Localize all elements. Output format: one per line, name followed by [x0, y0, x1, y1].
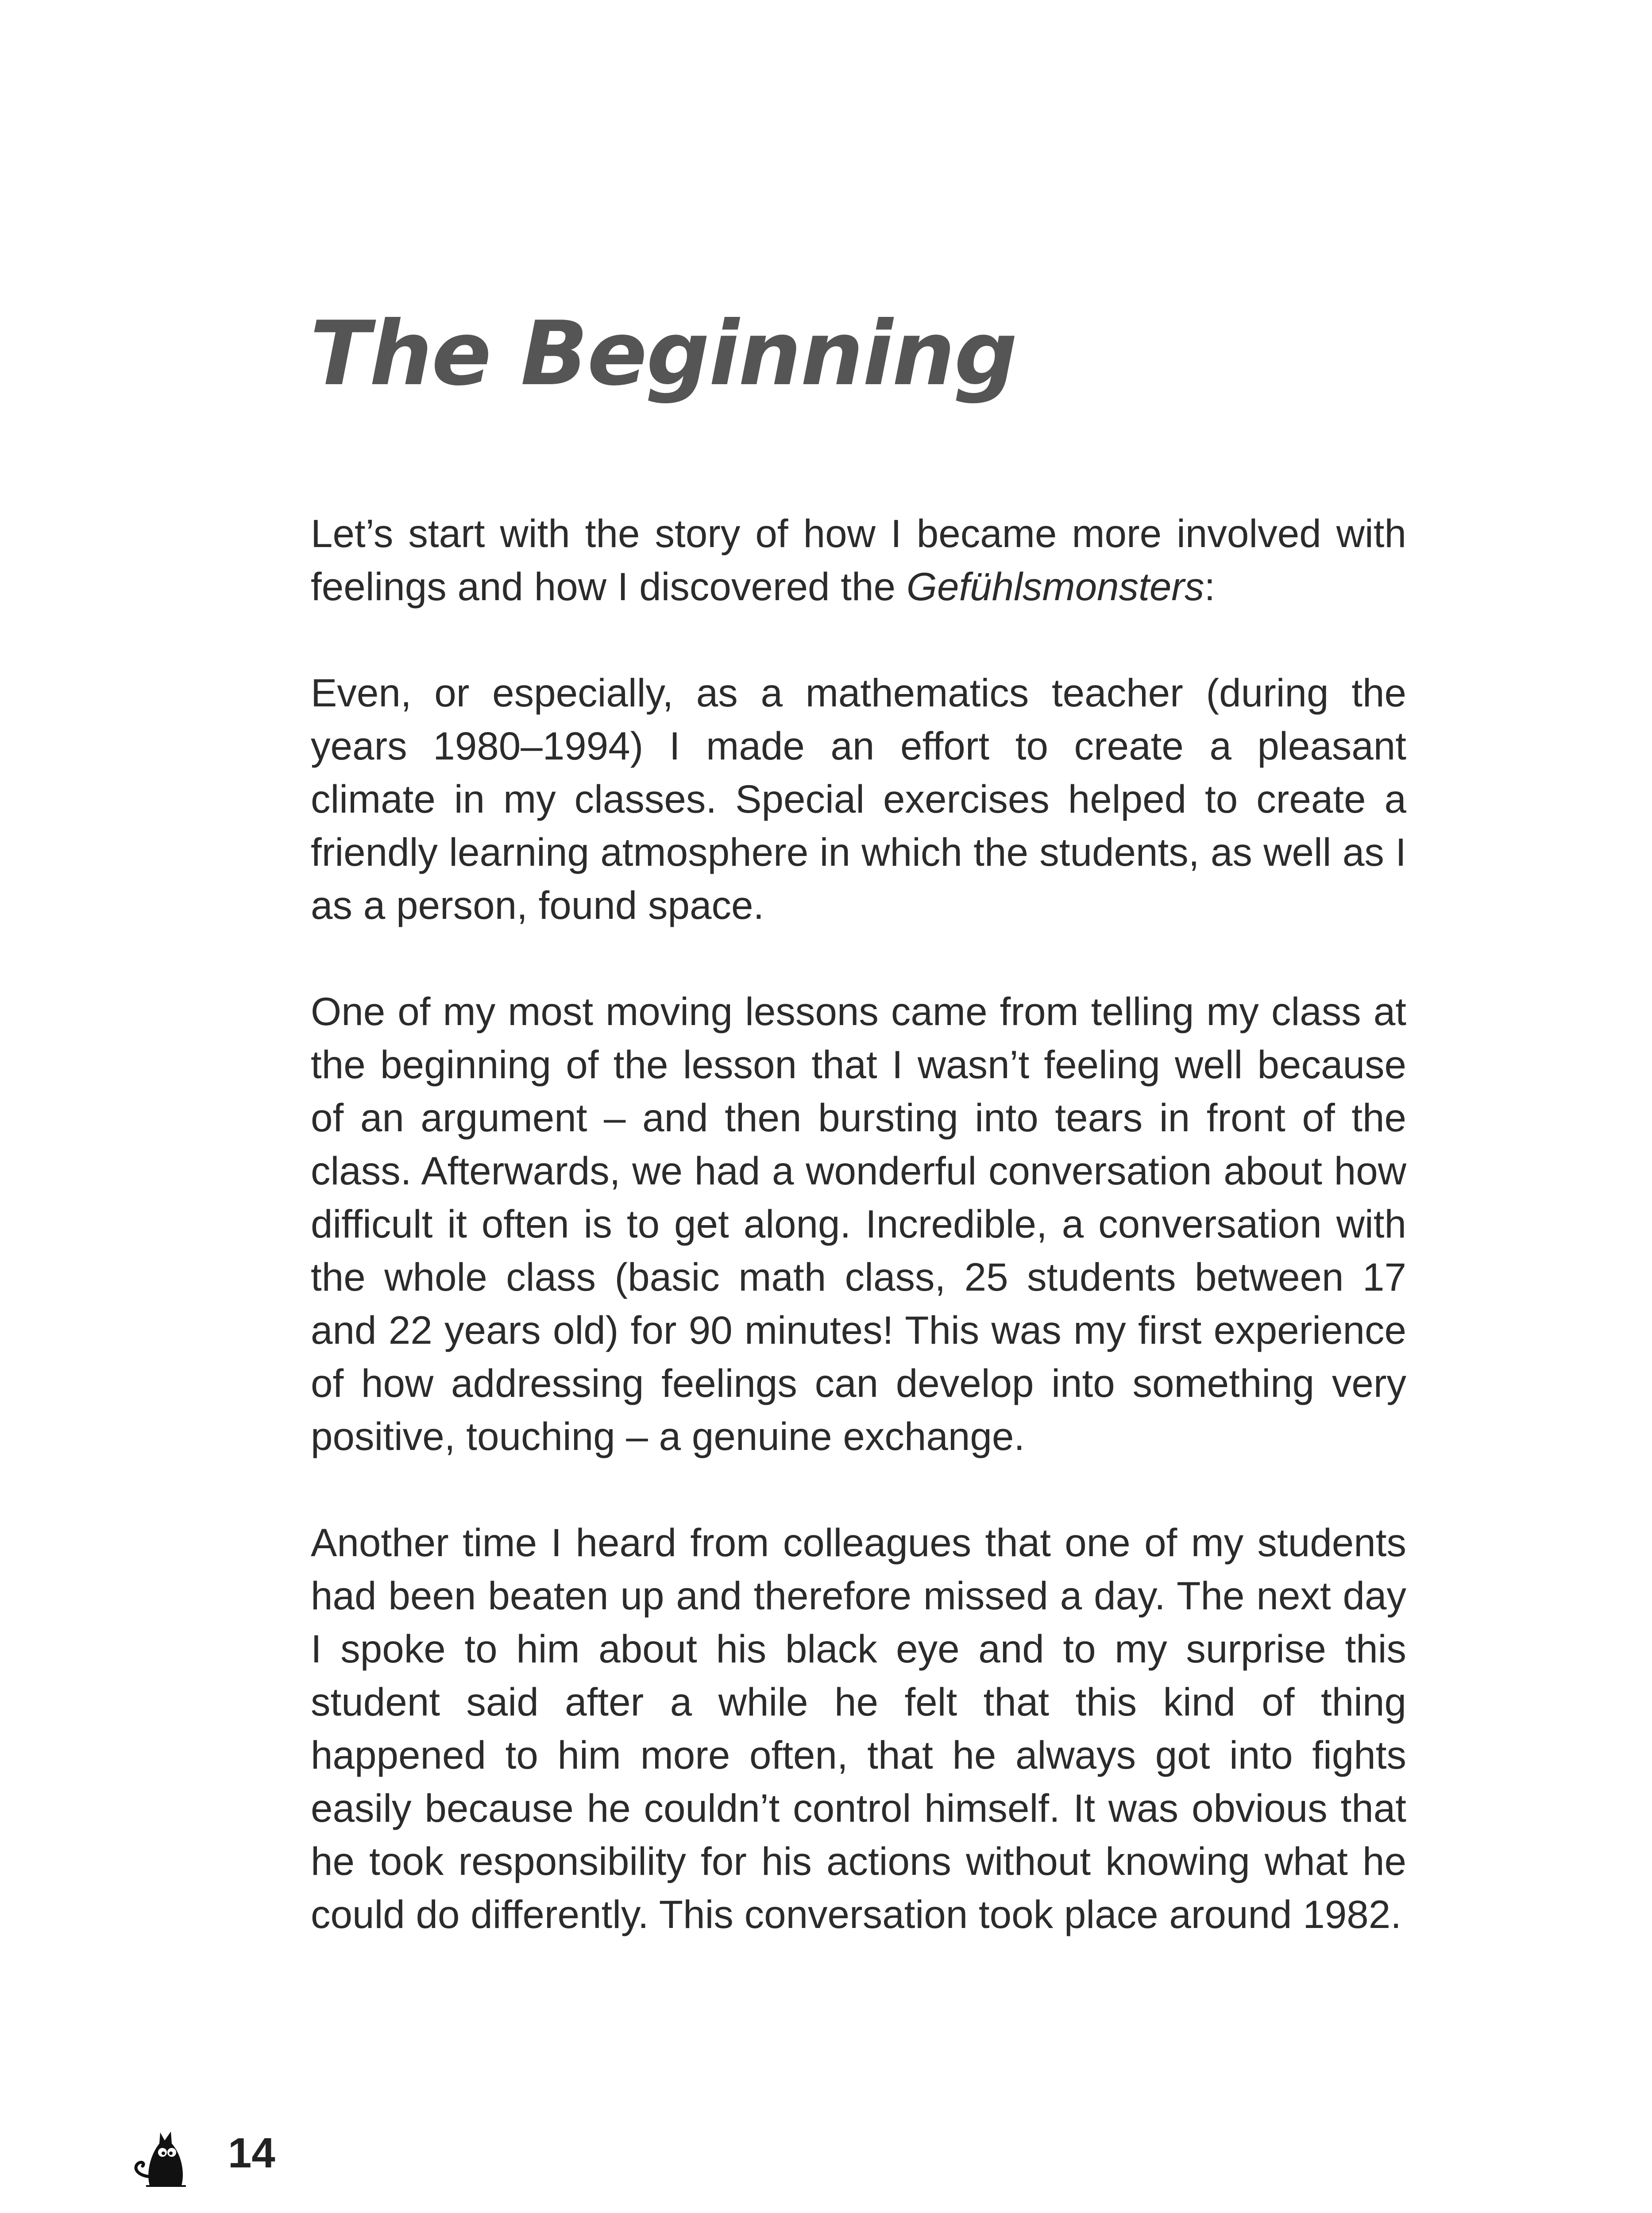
page-title: The Beginning	[310, 302, 1017, 405]
body-text	[311, 507, 1406, 1941]
paragraph-1-emphasis: Gefühlsmonsters	[906, 564, 1204, 609]
paragraph-4: Another time I heard from colleagues that one of my students had been beaten up and therefore missed a day. The next day I spoke to him about his black eye and to my surprise this student said after a while he felt that this kind of thing happened to him more often, that he always got into fights easily because he couldn’t control himself. It was obvious that he took responsibility for his actions without knowing what he could do differently. This conversation took place around 1982.	[311, 1520, 1406, 1936]
paragraph-3: One of my most moving lessons came from telling my class at the beginning of the lesson that I wasn’t feeling well because of an argument – and then bursting into tears in front of the class. Afterwards, we had a wonderful conversation about how difficult it often is to get along. Incredible, a conversation with the whole class (basic math class, 25 students between 17 and 22 years old) for 90 minutes! This was my first experience of how addressing feelings can develop into something very positive, touching – a genuine exchange.	[311, 989, 1406, 1458]
paragraph-2: Even, or especially, as a mathematics teacher (during the years 1980–1994) I made an effort to create a pleasant climate in my classes. Special exercises helped to create a friendly learning atmosphere in which the students, as well as I as a person, found space.	[311, 671, 1406, 927]
page-number: 14	[228, 2129, 275, 2177]
page-footer	[133, 2116, 275, 2191]
paragraph-1	[311, 507, 1406, 613]
paragraph-1-text: Let’s start with the story of how I became more involved with feelings and how I discovered the	[311, 511, 1406, 609]
paragraph-1-end: :	[1204, 564, 1216, 609]
monster-icon	[133, 2119, 193, 2188]
